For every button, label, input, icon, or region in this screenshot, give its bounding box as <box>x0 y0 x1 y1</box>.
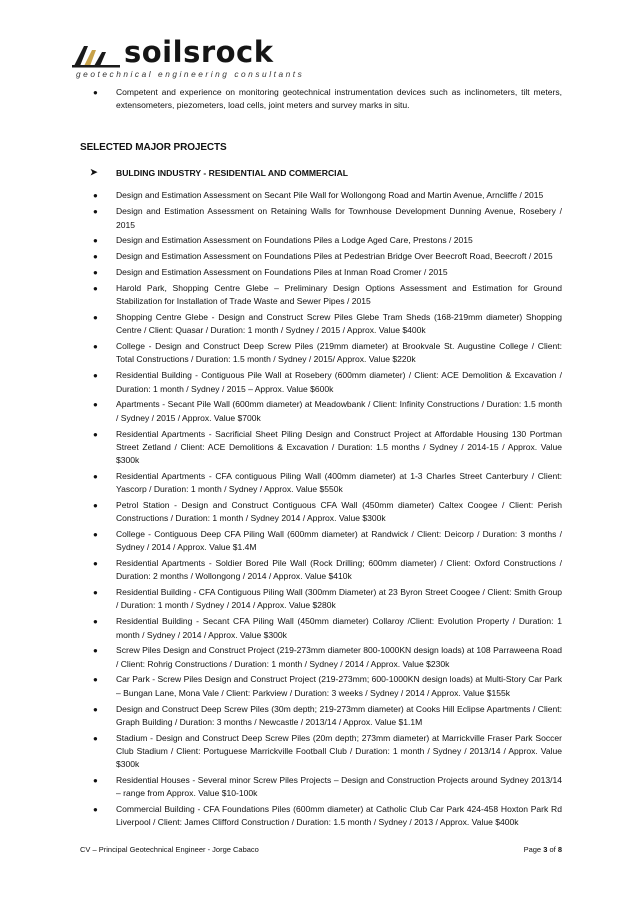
subsection-title-text: BULDING INDUSTRY - RESIDENTIAL AND COMMERCIAL <box>116 168 349 179</box>
project-item-text: Design and Estimation Assessment on Foundations Piles a Lodge Aged Care, Prestons / 2015 <box>116 235 473 246</box>
logo-wordmark: soilsrock <box>124 35 274 69</box>
project-item <box>80 586 562 612</box>
project-item <box>80 644 562 670</box>
project-item <box>80 234 562 247</box>
bullet-icon: ● <box>93 471 98 481</box>
project-item-text: Residential Building - Secant CFA Piling Wall (450mm diameter) Collaroy /Client: Evolution Property / Duration: 1 month / Sydney / 2014 / Approx. Value $300k <box>116 616 562 640</box>
project-item <box>80 250 562 263</box>
arrow-bullet-icon: ➤ <box>90 167 98 178</box>
project-item <box>80 428 562 468</box>
project-item <box>80 282 562 308</box>
project-item <box>80 340 562 366</box>
bullet-icon: ● <box>93 500 98 510</box>
project-item-text: Residential Building - Contiguous Pile Wall at Rosebery (600mm diameter) / Client: ACE Demolition & Excavation / Duration: 1 month / Sydney / 2015 – Approx. Value $600k <box>116 370 562 394</box>
bullet-icon: ● <box>93 400 98 410</box>
project-item-text: Design and Construct Deep Screw Piles (30m depth; 219-273mm diameter) at Cooks Hill Eclipse Apartments / Client: Graph Building / Duration: 3 months / Newcastle / 2013/14 / Approx. Value $1.1M <box>116 703 562 727</box>
project-item <box>80 266 562 279</box>
bullet-icon: ● <box>93 191 98 201</box>
page-current: 3 <box>543 845 548 854</box>
project-item-text: Commercial Building - CFA Foundations Piles (600mm diameter) at Catholic Club Car Park 424-458 Hoxton Park Rd Liverpool / Client: James Clifford Construction / Duration: 1.5 month / Sydney / 2013 / Approx. Value $400k <box>116 804 562 828</box>
bullet-icon: ● <box>93 733 98 743</box>
project-list <box>80 189 562 829</box>
bullet-icon: ● <box>93 530 98 540</box>
bullet-icon: ● <box>93 704 98 714</box>
page-total: 8 <box>557 845 562 854</box>
project-item-text: Car Park - Screw Piles Design and Construct Project (219-273mm; 600-1000KN design loads) at Multi-Story Car Park – Bungan Lane, Mona Vale / Client: Parkview / Duration: 3 weeks / Sydney / 2014 / Approx. Value $155k <box>116 674 562 698</box>
project-item <box>80 470 562 496</box>
project-item <box>80 732 562 772</box>
project-item-text: Residential Houses - Several minor Screw Piles Projects – Design and Construction Projects around Sydney 2013/14 – range from Approx. Value $10-100k <box>116 774 562 799</box>
bullet-icon: ● <box>93 236 98 246</box>
footer-document-title: CV – Principal Geotechnical Engineer - Jorge Cabaco <box>80 845 259 854</box>
bullet-icon: ● <box>93 284 98 294</box>
intro-list <box>80 86 562 112</box>
company-logo <box>72 35 305 84</box>
project-item-text: College - Contiguous Deep CFA Piling Wall (600mm diameter) at Randwick / Client: Deicorp / Duration: 3 months / Sydney / 2014 / Approx. Value $1.4M <box>116 529 562 553</box>
project-item <box>80 189 562 202</box>
project-item <box>80 499 562 525</box>
project-item <box>80 774 562 800</box>
of-label: of <box>549 845 556 854</box>
project-item <box>80 557 562 583</box>
page-label: Page <box>523 845 542 854</box>
project-item <box>80 311 562 337</box>
bullet-icon: ● <box>93 805 98 815</box>
project-item <box>80 398 562 424</box>
project-item <box>80 703 562 729</box>
page-content <box>80 86 562 832</box>
bullet-icon: ● <box>93 88 98 97</box>
bullet-icon: ● <box>93 646 98 656</box>
project-item-text: Shopping Centre Glebe - Design and Construct Screw Piles Glebe Tram Sheds (168-219mm diameter) Shopping Centre / Client: Quasar / Duration: 1 month / Sydney / 2015 / Approx. Value $400k <box>116 312 562 336</box>
footer-page-number <box>524 845 562 854</box>
bullet-icon: ● <box>93 429 98 439</box>
project-item <box>80 615 562 641</box>
project-item-text: Residential Building - CFA Contiguous Piling Wall (300mm Diameter) at 23 Byron Street Coogee / Client: Smith Group / Duration: 1 month / Sydney / 2014 / Approx. Value $280k <box>116 587 562 611</box>
project-item <box>80 673 562 699</box>
project-item-text: Residential Apartments - Soldier Bored Pile Wall (Rock Drilling; 600mm diameter) / Client: Oxford Constructions / Duration: 2 months / Wollongong / 2014 / Approx. Value $410k <box>116 558 562 582</box>
project-item-text: College - Design and Construct Deep Screw Piles (219mm diameter) at Brookvale St. Augustine College / Client: Total Constructions / Duration: 1.5 month / Sydney / 2015/ Approx. Value $220k <box>116 341 562 365</box>
project-item <box>80 528 562 554</box>
project-item-text: Apartments - Secant Pile Wall (600mm diameter) at Meadowbank / Client: Infinity Constructions / Duration: 1.5 month / Sydney / 2015 / Approx. Value $700k <box>116 399 562 423</box>
project-item-text: Screw Piles Design and Construct Project (219-273mm diameter 800-1000KN design loads) at 108 Parraweena Road / Client: Rohrig Constructions / Duration: 1 month / Sydney / 2014 / Approx. Value $230k <box>116 645 562 669</box>
bullet-icon: ● <box>93 342 98 352</box>
page-footer <box>80 845 562 854</box>
logo-tagline: geotechnical engineering consultants <box>76 69 305 79</box>
bullet-icon: ● <box>93 588 98 598</box>
bullet-icon: ● <box>93 617 98 627</box>
project-item <box>80 369 562 395</box>
bullet-icon: ● <box>93 675 98 685</box>
intro-item <box>80 86 562 112</box>
project-item-text: Design and Estimation Assessment on Retaining Walls for Townhouse Development Dunning Avenue, Rosebery / 2015 <box>116 206 562 230</box>
project-item-text: Design and Estimation Assessment on Foundations Piles at Inman Road Cromer / 2015 <box>116 267 448 278</box>
project-item <box>80 803 562 829</box>
intro-item-text: Competent and experience on monitoring geotechnical instrumentation devices such as inclinometers, tilt meters, extensometers, piezometers, load cells, joint meters and survey marks in situ. <box>116 87 562 111</box>
project-item <box>80 205 562 231</box>
project-item-text: Design and Estimation Assessment on Foundations Piles at Pedestrian Bridge Over Beecroft Road, Beecroft / 2015 <box>116 251 553 262</box>
bullet-icon: ● <box>93 371 98 381</box>
project-item-text: Residential Apartments - Sacrificial Sheet Piling Design and Construct Project at Affordable Housing 130 Portman Street Zetland / Client: ACE Demolitions & Excavation / Duration: 1.5 months / Sydney / 2014-15 / Approx. Value $300k <box>116 428 562 465</box>
section-title: SELECTED MAJOR PROJECTS <box>80 142 227 154</box>
subsection-title <box>80 168 562 178</box>
project-item-text: Harold Park, Shopping Centre Glebe – Preliminary Design Options Assessment and Estimation for Ground Stabilization for Installation of Trade Waste and Sewer Pipes / 2015 <box>116 283 562 307</box>
bullet-icon: ● <box>93 313 98 323</box>
bullet-icon: ● <box>93 252 98 262</box>
bullet-icon: ● <box>93 207 98 217</box>
logo-mark-icon <box>72 42 122 68</box>
project-item-text: Stadium - Design and Construct Deep Screw Piles (20m depth; 273mm diameter) at Marrickville Fraser Park Soccer Club Stadium / Client: Portuguese Marrickville Football Club / Duration: 1 month / Sydney / 2013/14 / Approx. Value $300k <box>116 732 562 770</box>
bullet-icon: ● <box>93 775 98 785</box>
project-item-text: Design and Estimation Assessment on Secant Pile Wall for Wollongong Road and Martin Avenue, Arncliffe / 2015 <box>116 190 544 201</box>
bullet-icon: ● <box>93 268 98 278</box>
project-item-text: Petrol Station - Design and Construct Contiguous CFA Wall (450mm diameter) Caltex Coogee / Client: Perish Constructions / Duration: 1 month / Sydney 2014 / Approx. Value $300k <box>116 499 562 524</box>
bullet-icon: ● <box>93 559 98 569</box>
project-item-text: Residential Apartments - CFA contiguous Piling Wall (400mm diameter) at 1-3 Charles Street Canterbury / Client: Yascorp / Duration: 1 month / Sydney / Approx. Value $550k <box>116 470 562 495</box>
